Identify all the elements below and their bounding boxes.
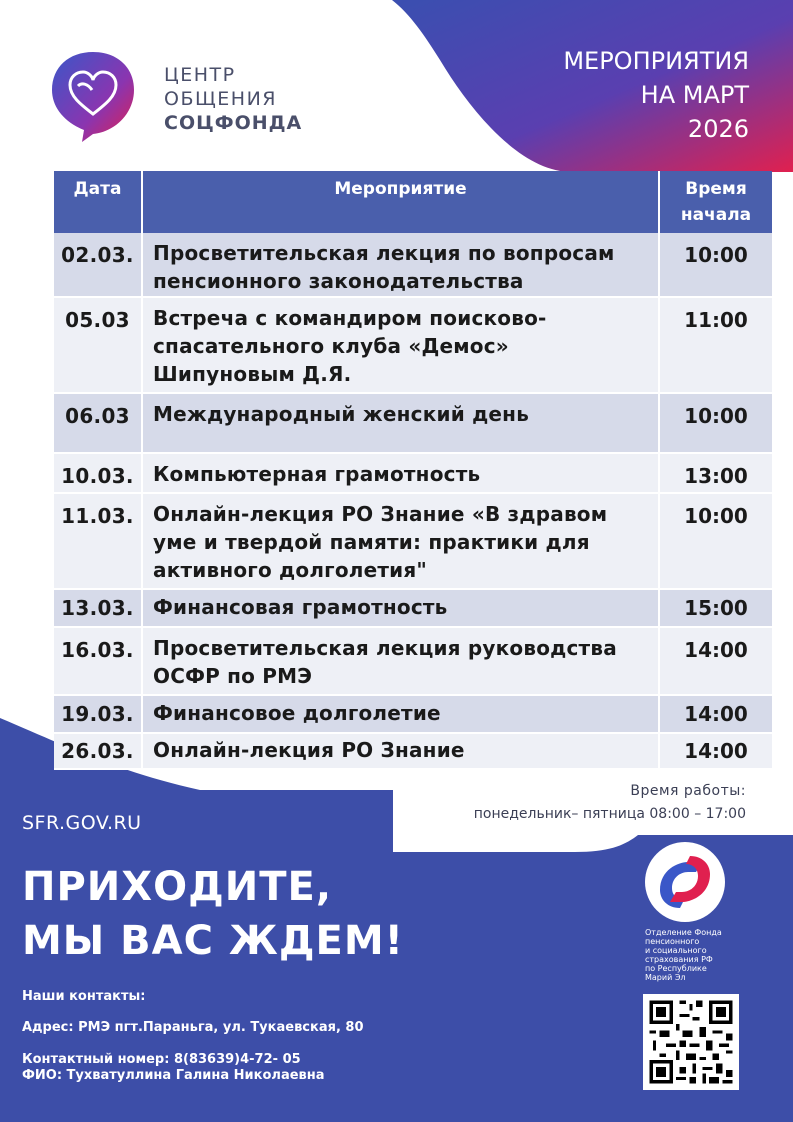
row-date: 16.03.: [54, 627, 142, 695]
table-row: [54, 393, 772, 453]
row-time: 10:00: [659, 233, 772, 297]
contacts-address: Адрес: РМЭ пгт.Параньга, ул. Тукаевская, 80: [22, 1020, 364, 1035]
row-date: 05.03: [54, 297, 142, 393]
working-hours-value: понедельник– пятница 08:00 – 17:00: [473, 806, 746, 822]
brand-line-2: ОБЩЕНИЯ: [164, 88, 277, 110]
row-event: Онлайн-лекция РО Знание: [142, 733, 659, 769]
table-row: [54, 627, 772, 695]
table-row: [54, 589, 772, 627]
row-time: 14:00: [659, 695, 772, 733]
row-event: Просветительская лекция по вопросам пенсионного законодательства: [142, 233, 659, 297]
slogan: [22, 860, 404, 968]
row-event: Просветительская лекция руководства ОСФР по РМЭ: [142, 627, 659, 695]
header-time: Время начала: [659, 171, 772, 233]
org-line-4: страхования РФ: [645, 955, 713, 964]
row-time: 14:00: [659, 733, 772, 769]
row-event: Онлайн-лекция РО Знание «В здравом уме и твердой памяти: практики для активного долголетия": [142, 493, 659, 589]
title-line-2: НА МАРТ: [640, 81, 749, 109]
org-line-3: и социального: [645, 946, 707, 955]
row-event: Встреча с командиром поисково-спасательного клуба «Демос» Шипуновым Д.Я.: [142, 297, 659, 393]
table-row: [54, 493, 772, 589]
row-date: 13.03.: [54, 589, 142, 627]
table-row: [54, 695, 772, 733]
sfr-logo-icon: [640, 840, 730, 924]
row-date: 11.03.: [54, 493, 142, 589]
table-header-row: [54, 171, 772, 233]
row-time: 11:00: [659, 297, 772, 393]
header-event: Мероприятие: [142, 171, 659, 233]
row-event: Финансовая грамотность: [142, 589, 659, 627]
row-time: 14:00: [659, 627, 772, 695]
row-event: Компьютерная грамотность: [142, 453, 659, 493]
brand-line-1: ЦЕНТР: [164, 64, 236, 86]
qr-code[interactable]: [643, 994, 739, 1090]
table-row: [54, 233, 772, 297]
title-line-1: МЕРОПРИЯТИЯ: [563, 47, 749, 75]
contacts-phone: Контактный номер: 8(83639)4-72- 05: [22, 1052, 301, 1067]
org-line-1: Отделение Фонда: [645, 928, 722, 937]
header-date: Дата: [54, 171, 142, 233]
row-event: Международный женский день: [142, 393, 659, 453]
org-line-5: по Республике: [645, 964, 707, 973]
title-line-3: 2026: [687, 115, 749, 143]
row-time: 10:00: [659, 393, 772, 453]
row-date: 06.03: [54, 393, 142, 453]
contacts-person: ФИО: Тухватуллина Галина Николаевна: [22, 1068, 325, 1083]
sfr-org-name: [645, 928, 755, 982]
contacts-label: Наши контакты:: [22, 989, 146, 1004]
table-row: [54, 297, 772, 393]
row-date: 02.03.: [54, 233, 142, 297]
table-row: [54, 453, 772, 493]
slogan-line-1: ПРИХОДИТЕ,: [22, 864, 333, 910]
org-line-6: Марий Эл: [645, 973, 686, 982]
row-event: Финансовое долголетие: [142, 695, 659, 733]
row-date: 10.03.: [54, 453, 142, 493]
row-time: 15:00: [659, 589, 772, 627]
website-link[interactable]: SFR.GOV.RU: [22, 812, 142, 834]
working-hours-label: Время работы:: [630, 783, 746, 799]
org-line-2: пенсионного: [645, 937, 700, 946]
working-hours: [474, 780, 746, 826]
row-time: 10:00: [659, 493, 772, 589]
row-time: 13:00: [659, 453, 772, 493]
brand-line-3: СОЦФОНДА: [164, 112, 303, 134]
row-date: 26.03.: [54, 733, 142, 769]
table-row: [54, 733, 772, 769]
events-table: [54, 171, 772, 770]
row-date: 19.03.: [54, 695, 142, 733]
slogan-line-2: МЫ ВАС ЖДЕМ!: [22, 918, 404, 964]
